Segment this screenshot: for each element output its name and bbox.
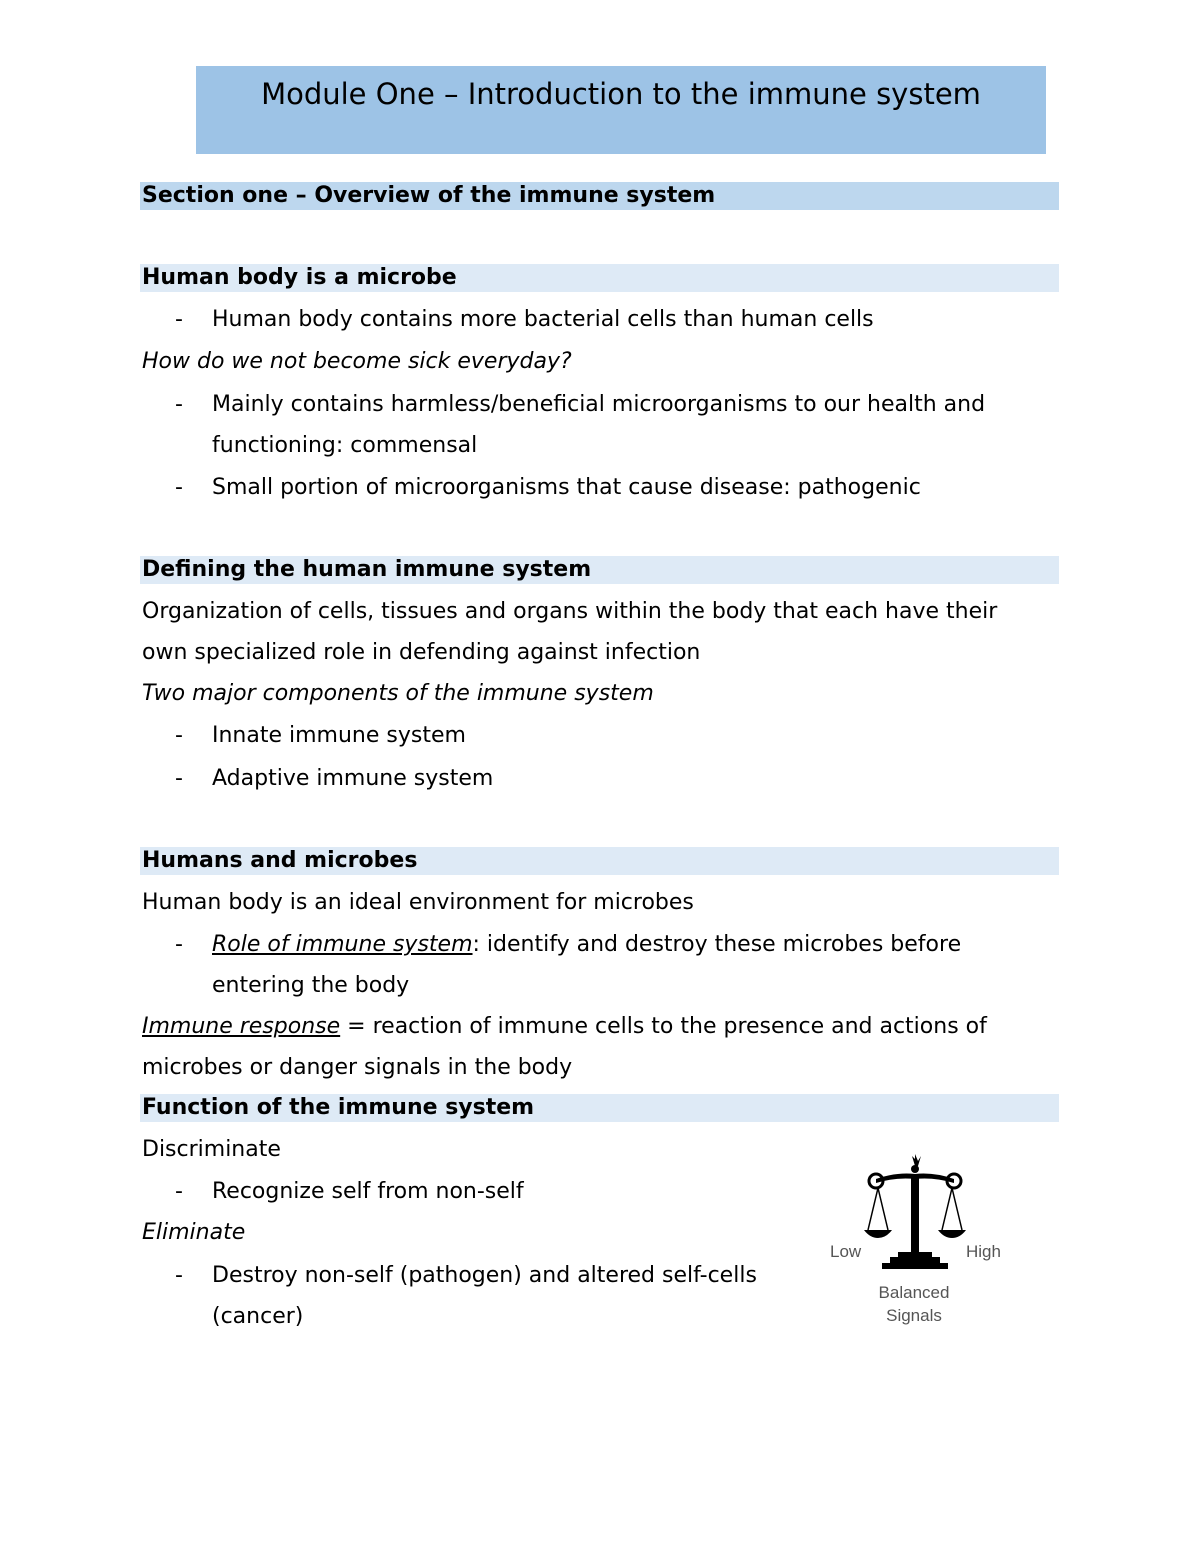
response-definition: = reaction of immune cells to the presence and actions of [340,1014,987,1039]
list-item: Adaptive immune system [212,766,494,791]
title-banner [196,66,1046,154]
heading-human-body-microbe: Human body is a microbe [140,264,1059,292]
list-item: Human body contains more bacterial cells than human cells [212,307,874,332]
list-item: Innate immune system [212,723,466,748]
subheading: Two major components of the immune system [142,681,654,706]
bullet-dash: - [175,932,183,957]
high-label: High [966,1242,1001,1261]
balance-scale-icon [864,1154,966,1269]
bullet-dash: - [175,766,183,791]
list-item: Recognize self from non-self [212,1179,524,1204]
bullet-dash: - [175,307,183,332]
heading-humans-and-microbes: Humans and microbes [140,847,1059,875]
bullet-dash: - [175,1263,183,1288]
heading-defining-immune-system: Defining the human immune system [140,556,1059,584]
heading-function-immune-system: Function of the immune system [140,1094,1059,1122]
caption-line1: Balanced [878,1283,950,1302]
role-term: Role of immune system [212,932,473,957]
role-definition: : identify and destroy these microbes before [472,932,962,957]
balance-scale-figure [826,1152,1016,1332]
subheading: Eliminate [142,1220,246,1245]
paragraph: Human body is an ideal environment for microbes [142,890,694,915]
list-item: Mainly contains harmless/beneficial microorganisms to our health and [212,392,986,417]
list-item-continued: functioning: commensal [212,433,478,458]
list-item: Destroy non-self (pathogen) and altered self-cells [212,1263,757,1288]
response-term: Immune response [142,1014,341,1039]
paragraph: Discriminate [142,1137,281,1162]
bullet-dash: - [175,1179,183,1204]
caption-line2: Signals [886,1306,942,1325]
section-heading: Section one – Overview of the immune system [140,182,1059,210]
list-item [212,930,961,960]
bullet-dash: - [175,723,183,748]
list-item-continued: entering the body [212,973,410,998]
question-text: How do we not become sick everyday? [142,349,572,374]
page-title: Module One – Introduction to the immune system [261,77,981,111]
definition [142,1012,987,1042]
paragraph: Organization of cells, tissues and organs within the body that each have their [142,599,998,624]
bullet-dash: - [175,475,183,500]
paragraph: own specialized role in defending against infection [142,640,701,665]
list-item: Small portion of microorganisms that cause disease: pathogenic [212,475,921,500]
low-label: Low [830,1242,862,1261]
bullet-dash: - [175,392,183,417]
list-item-continued: (cancer) [212,1304,304,1329]
paragraph: microbes or danger signals in the body [142,1055,573,1080]
